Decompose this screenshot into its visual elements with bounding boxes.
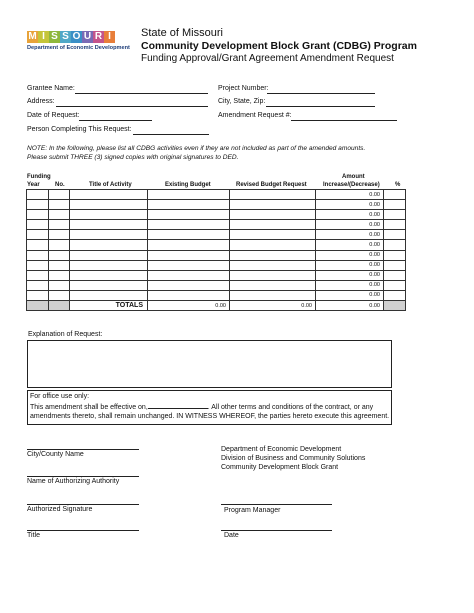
amendment-request-field[interactable]: [291, 120, 397, 121]
amount-cell[interactable]: 0.00: [316, 290, 384, 300]
header-existing: Existing Budget: [165, 182, 211, 188]
table-cell[interactable]: [70, 280, 148, 290]
logo-subtitle: Department of Economic Development: [27, 45, 130, 51]
table-cell[interactable]: [384, 230, 406, 240]
header-funding: Funding: [27, 174, 51, 180]
totals-label: TOTALS: [70, 301, 148, 311]
city-state-zip-label: City, State, Zip:: [218, 98, 266, 105]
table-cell[interactable]: [384, 210, 406, 220]
amount-cell[interactable]: 0.00: [316, 270, 384, 280]
table-cell[interactable]: [70, 220, 148, 230]
header-pct: %: [395, 182, 401, 188]
table-cell[interactable]: [384, 240, 406, 250]
effective-text-2: . All other terms and conditions of the contract, or any: [207, 404, 374, 411]
project-number-field[interactable]: [267, 93, 375, 94]
table-row: [27, 190, 406, 200]
date-of-request-label: Date of Request:: [27, 112, 80, 119]
logo-letter: M: [28, 31, 37, 42]
table-cell[interactable]: [230, 250, 316, 260]
table-cell[interactable]: [230, 230, 316, 240]
table-cell[interactable]: [70, 270, 148, 280]
table-row: [27, 230, 406, 240]
ded-name: Department of Economic Development: [221, 446, 342, 453]
title-line[interactable]: [27, 530, 139, 531]
authorizing-authority-line[interactable]: [27, 476, 139, 477]
table-row: [27, 220, 406, 230]
table-cell[interactable]: [230, 190, 316, 200]
table-cell[interactable]: [27, 190, 49, 200]
effective-date-field[interactable]: [148, 402, 208, 409]
table-cell[interactable]: [384, 250, 406, 260]
total-existing: 0.00: [148, 301, 230, 311]
table-cell[interactable]: [384, 290, 406, 300]
logo-letter: O: [72, 31, 81, 42]
table-cell[interactable]: [49, 250, 70, 260]
table-cell[interactable]: [148, 250, 230, 260]
table-cell[interactable]: [230, 270, 316, 280]
witness-text: amendments thereto, shall remain unchanged. IN WITNESS WHEREOF, the parties hereto execute this agreement.: [30, 413, 390, 420]
table-cell[interactable]: [148, 260, 230, 270]
table-cell[interactable]: [27, 260, 49, 270]
activities-table: [26, 189, 406, 311]
note-line-1: NOTE: In the following, please list all CDBG activities even if they are not included as part of the amended amounts.: [27, 145, 366, 152]
note-line-2: Please submit THREE (3) signed copies with original signatures to DED.: [27, 154, 239, 161]
table-row: [27, 260, 406, 270]
table-cell[interactable]: [148, 230, 230, 240]
logo-letter: I: [38, 31, 49, 43]
table-row: [27, 210, 406, 220]
header-title: Title of Activity: [89, 182, 132, 188]
table-cell[interactable]: [49, 190, 70, 200]
logo-letter: U: [83, 31, 92, 42]
form-title: Funding Approval/Grant Agreement Amendment Request: [141, 53, 394, 64]
table-cell[interactable]: [384, 270, 406, 280]
table-cell[interactable]: [148, 190, 230, 200]
table-cell[interactable]: [148, 290, 230, 300]
table-cell[interactable]: [148, 280, 230, 290]
table-cell[interactable]: [27, 240, 49, 250]
city-county-label: City/County Name: [27, 451, 84, 458]
explanation-box[interactable]: [27, 340, 392, 388]
table-cell[interactable]: [70, 200, 148, 210]
table-row: [27, 290, 406, 300]
table-cell[interactable]: [230, 290, 316, 300]
note-text: [27, 144, 467, 162]
ded-cdbg: Community Development Block Grant: [221, 464, 339, 471]
table-cell[interactable]: [49, 240, 70, 250]
table-cell[interactable]: [49, 230, 70, 240]
amount-cell[interactable]: 0.00: [316, 230, 384, 240]
header-incdec: Increase/(Decrease): [323, 182, 380, 188]
logo-letter: S: [60, 31, 71, 43]
table-cell: [27, 301, 49, 311]
amount-cell[interactable]: 0.00: [316, 250, 384, 260]
table-row: [27, 280, 406, 290]
header-no: No.: [55, 182, 65, 188]
table-cell[interactable]: [148, 220, 230, 230]
title-label: Title: [27, 532, 40, 539]
header-amount: Amount: [342, 174, 365, 180]
table-cell[interactable]: [148, 270, 230, 280]
logo-wordmark: [27, 31, 130, 43]
table-row: [27, 240, 406, 250]
table-cell[interactable]: [49, 210, 70, 220]
amount-cell[interactable]: 0.00: [316, 190, 384, 200]
table-cell[interactable]: [27, 210, 49, 220]
table-cell[interactable]: [70, 240, 148, 250]
table-cell[interactable]: [148, 210, 230, 220]
table-cell[interactable]: [384, 280, 406, 290]
program-heading: Community Development Block Grant (CDBG) Program: [141, 40, 417, 52]
ded-logo: [27, 31, 130, 51]
table-cell[interactable]: [49, 220, 70, 230]
amendment-request-label: Amendment Request #:: [218, 112, 292, 119]
table-cell[interactable]: [27, 230, 49, 240]
program-manager-label: Program Manager: [224, 507, 281, 514]
header-year: Year: [27, 182, 40, 188]
amount-cell[interactable]: 0.00: [316, 240, 384, 250]
office-use-text: [30, 402, 390, 421]
grantee-name-label: Grantee Name:: [27, 85, 75, 92]
totals-row: [27, 301, 406, 311]
table-cell[interactable]: [70, 190, 148, 200]
table-cell: [49, 301, 70, 311]
table-cell[interactable]: [27, 280, 49, 290]
table-cell[interactable]: [148, 240, 230, 250]
city-county-line[interactable]: [27, 449, 139, 450]
table-cell[interactable]: [70, 290, 148, 300]
authorized-signature-line[interactable]: [27, 504, 139, 505]
amount-cell[interactable]: 0.00: [316, 260, 384, 270]
date-line[interactable]: [221, 530, 332, 531]
person-completing-label: Person Completing This Request:: [27, 126, 132, 133]
table-cell[interactable]: [70, 210, 148, 220]
header-revised: Revised Budget Request: [236, 182, 307, 188]
state-heading: State of Missouri: [141, 27, 223, 39]
table-cell[interactable]: [230, 280, 316, 290]
table-cell[interactable]: [49, 200, 70, 210]
city-state-zip-field[interactable]: [266, 106, 375, 107]
table-cell[interactable]: [27, 250, 49, 260]
ded-division: Division of Business and Community Solutions: [221, 455, 366, 462]
effective-text: This amendment shall be effective on,: [30, 404, 148, 411]
table-cell[interactable]: [70, 230, 148, 240]
amount-cell[interactable]: 0.00: [316, 220, 384, 230]
table-cell[interactable]: [230, 210, 316, 220]
table-cell[interactable]: [384, 220, 406, 230]
person-completing-field[interactable]: [133, 134, 209, 135]
program-manager-line[interactable]: [221, 504, 332, 505]
table-cell[interactable]: [230, 260, 316, 270]
table-cell[interactable]: [49, 280, 70, 290]
amount-cell[interactable]: 0.00: [316, 210, 384, 220]
date-label: Date: [224, 532, 239, 539]
table-row: [27, 200, 406, 210]
table-cell[interactable]: [49, 270, 70, 280]
table-cell[interactable]: [384, 190, 406, 200]
table-cell[interactable]: [384, 200, 406, 210]
table-row: [27, 250, 406, 260]
table-cell[interactable]: [27, 290, 49, 300]
amount-cell[interactable]: 0.00: [316, 200, 384, 210]
logo-letter: S: [49, 31, 60, 43]
table-cell[interactable]: [70, 260, 148, 270]
address-field[interactable]: [56, 106, 208, 107]
table-cell[interactable]: [230, 220, 316, 230]
date-of-request-field[interactable]: [79, 120, 152, 121]
table-cell[interactable]: [27, 220, 49, 230]
table-cell[interactable]: [49, 260, 70, 270]
authorized-signature-label: Authorized Signature: [27, 506, 93, 513]
grantee-name-field[interactable]: [75, 93, 208, 94]
total-amount: 0.00: [316, 301, 384, 311]
logo-letter: R: [94, 31, 103, 42]
authorizing-authority-label: Name of Authorizing Authority: [27, 478, 120, 485]
amount-cell[interactable]: 0.00: [316, 280, 384, 290]
office-use-label: For office use only:: [30, 393, 90, 400]
table-cell[interactable]: [70, 250, 148, 260]
logo-letter: I: [104, 31, 115, 43]
table-cell[interactable]: [148, 200, 230, 210]
total-revised: 0.00: [230, 301, 316, 311]
explanation-label: Explanation of Request:: [28, 331, 103, 338]
address-label: Address:: [27, 98, 55, 105]
table-cell[interactable]: [230, 200, 316, 210]
table-cell: [384, 301, 406, 311]
table-cell[interactable]: [27, 270, 49, 280]
table-cell[interactable]: [384, 260, 406, 270]
project-number-label: Project Number:: [218, 85, 269, 92]
table-cell[interactable]: [230, 240, 316, 250]
table-row: [27, 270, 406, 280]
table-cell[interactable]: [49, 290, 70, 300]
table-cell[interactable]: [27, 200, 49, 210]
